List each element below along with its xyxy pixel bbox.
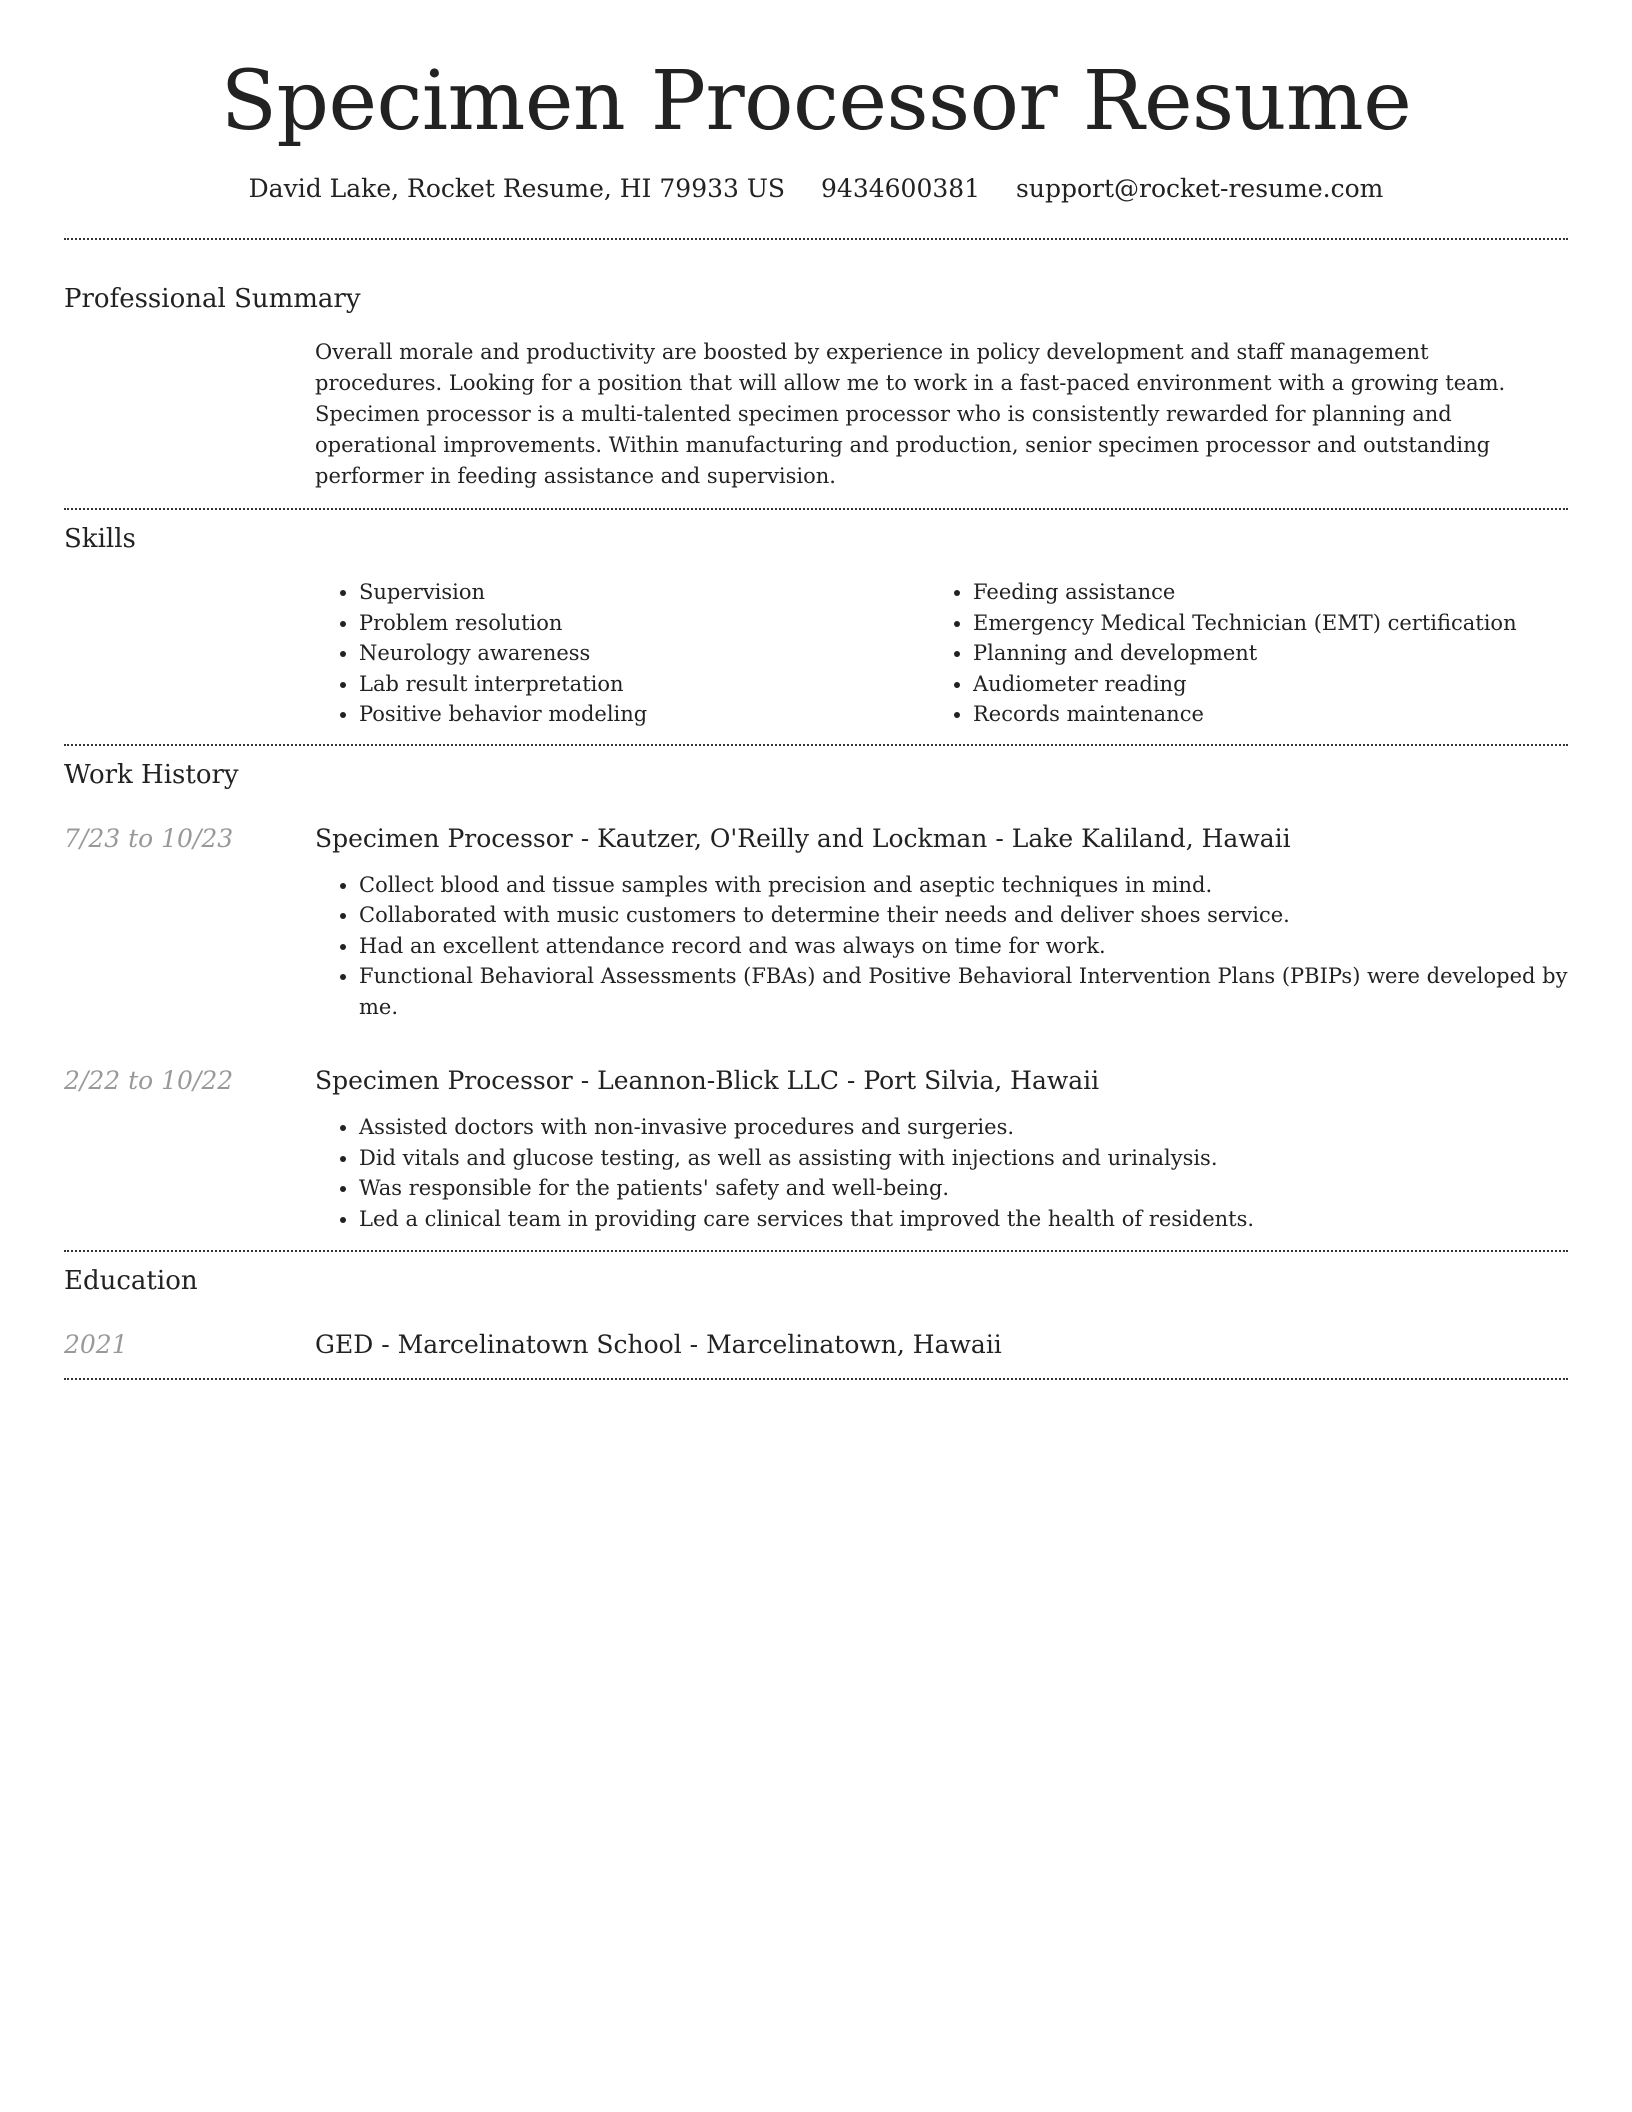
- skill-item: • Feeding assistance: [973, 577, 1543, 608]
- job-bullets: [315, 1112, 1568, 1234]
- job-title: Specimen Processor - Kautzer, O'Reilly and Lockman - Lake Kaliland, Hawaii: [315, 823, 1291, 853]
- page-title: Specimen Processor Resume: [220, 54, 1412, 149]
- skills-list-right: [929, 577, 1543, 730]
- job-body: [315, 1064, 1568, 1234]
- contact-phone: 9434600381: [821, 174, 981, 203]
- education-dates: 2021: [64, 1330, 128, 1359]
- work-history-heading: Work History: [64, 759, 239, 790]
- job-bullet: • Collaborated with music customers to determine their needs and deliver shoes service.: [359, 900, 1568, 931]
- divider: [64, 1378, 1568, 1380]
- work-history-section: [64, 758, 1568, 1251]
- skills-section: [64, 522, 1568, 744]
- job-bullet: • Was responsible for the patients' safety and well-being.: [359, 1173, 1568, 1204]
- education-section: [64, 1264, 1568, 1378]
- skills-list-left: [315, 577, 929, 730]
- summary-section: [64, 282, 1568, 508]
- divider: [64, 744, 1568, 746]
- skills-grid: [315, 577, 1568, 744]
- divider: [64, 1250, 1568, 1252]
- job-dates: 2/22 to 10/22: [64, 1066, 234, 1095]
- divider: [64, 238, 1568, 240]
- skill-item: • Planning and development: [973, 638, 1543, 669]
- skill-item: • Supervision: [359, 577, 929, 608]
- summary-heading: Professional Summary: [64, 284, 361, 314]
- job-entry: [64, 822, 1568, 1023]
- contact-address: David Lake, Rocket Resume, HI 79933 US: [248, 174, 786, 203]
- skill-item: • Lab result interpretation: [359, 669, 929, 700]
- education-heading: Education: [64, 1266, 198, 1296]
- job-bullet: • Had an excellent attendance record and was always on time for work.: [359, 931, 1568, 962]
- job-bullet: • Functional Behavioral Assessments (FBAs) and Positive Behavioral Intervention Plans (PBIPs) were developed by me.: [359, 961, 1568, 1022]
- education-degree: GED - Marcelinatown School - Marcelinatown, Hawaii: [315, 1330, 1002, 1359]
- education-entry: [64, 1328, 1568, 1378]
- divider: [64, 508, 1568, 510]
- skill-item: • Records maintenance: [973, 699, 1543, 730]
- summary-text: Overall morale and productivity are boosted by experience in policy development and staff management procedures. Looking for a position that will allow me to work in a fast-paced environment with a growing team. Specimen processor is a multi-talented specimen processor who is consistently rewarded for planning and operational improvements. Within manufacturing and production, senior specimen processor and outstanding performer in feeding assistance and supervision.: [315, 340, 1506, 488]
- job-bullet: • Led a clinical team in providing care services that improved the health of residents.: [359, 1204, 1568, 1235]
- job-bullets: [315, 870, 1568, 1023]
- skill-item: • Emergency Medical Technician (EMT) certification: [973, 608, 1543, 639]
- skills-heading: Skills: [64, 524, 136, 554]
- job-bullet: • Collect blood and tissue samples with precision and aseptic techniques in mind.: [359, 870, 1568, 901]
- skill-item: • Neurology awareness: [359, 638, 929, 669]
- job-title: Specimen Processor - Leannon-Blick LLC - Port Silvia, Hawaii: [315, 1066, 1100, 1095]
- skill-item: • Problem resolution: [359, 608, 929, 639]
- skill-item: • Positive behavior modeling: [359, 699, 929, 730]
- contact-line: [64, 172, 1568, 206]
- resume-page: [64, 0, 1568, 1380]
- skill-item: • Audiometer reading: [973, 669, 1543, 700]
- contact-email: support@rocket-resume.com: [1016, 174, 1384, 203]
- job-entry: [64, 1064, 1568, 1234]
- job-body: [315, 822, 1568, 1023]
- job-dates: 7/23 to 10/23: [64, 823, 234, 853]
- job-bullet: • Did vitals and glucose testing, as well as assisting with injections and urinalysis.: [359, 1143, 1568, 1174]
- job-bullet: • Assisted doctors with non-invasive procedures and surgeries.: [359, 1112, 1568, 1143]
